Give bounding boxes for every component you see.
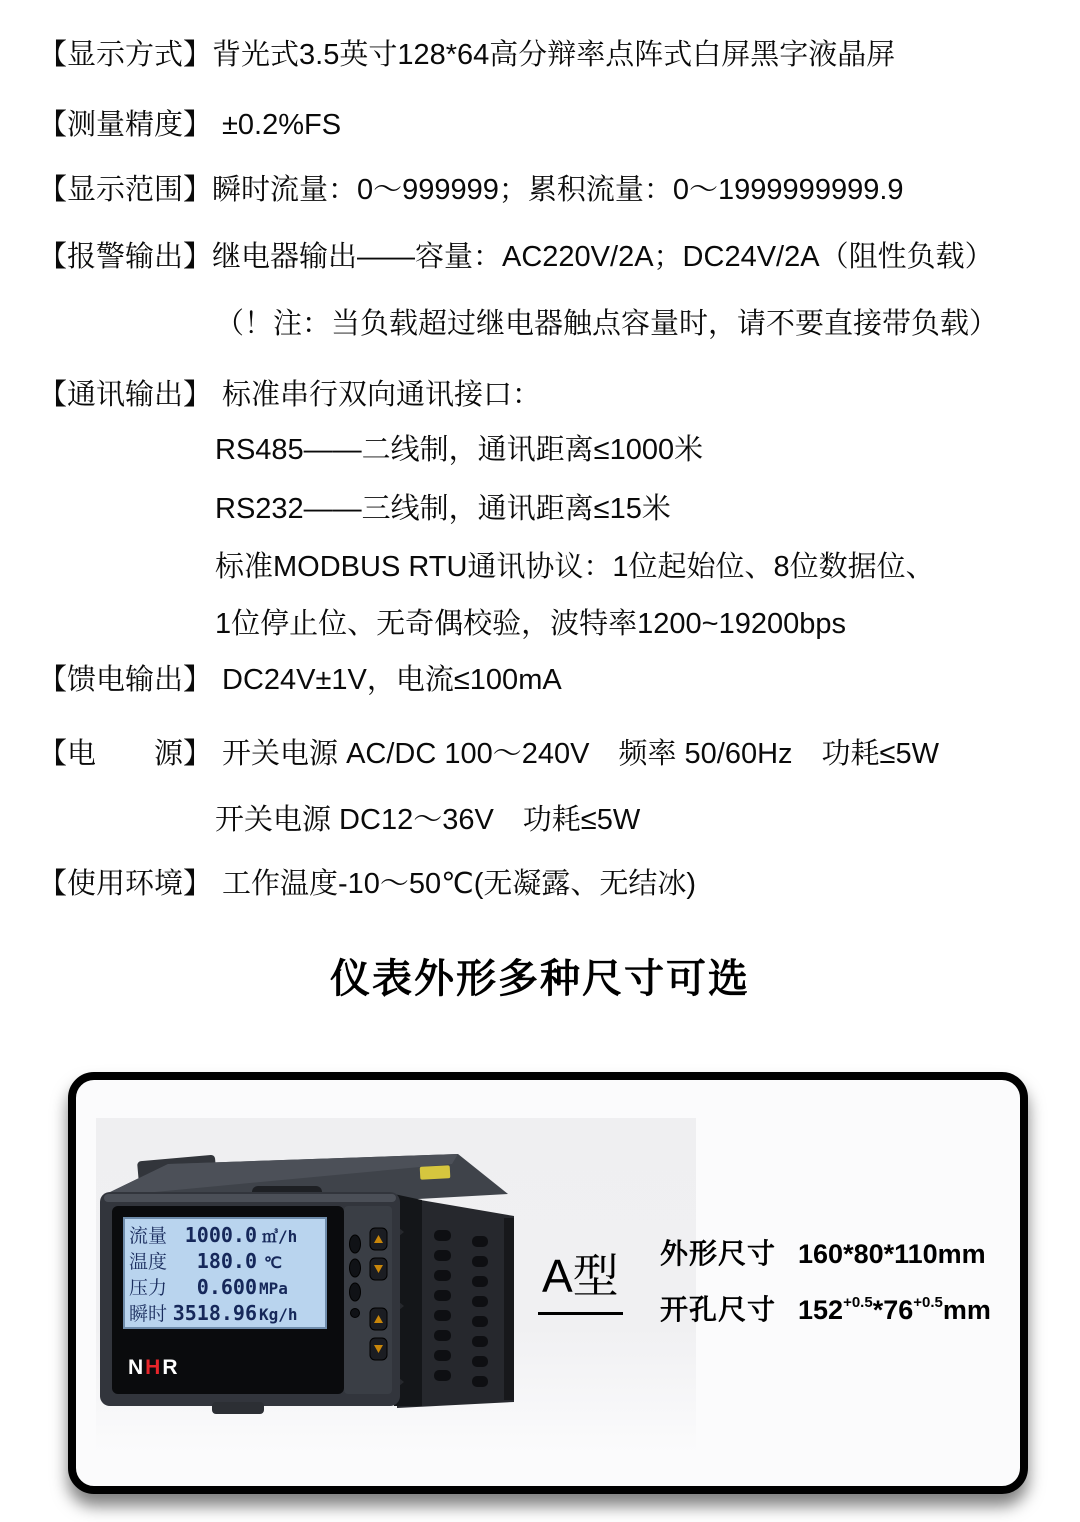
spec-row-comm-output <box>38 378 1080 412</box>
spec-row-rs485 <box>38 433 1080 467</box>
lcd-screen <box>124 1218 326 1328</box>
spec-text: RS232——三线制，通讯距离≤15米 <box>215 493 671 525</box>
cutout-tolerance2: +0.5 <box>913 1294 943 1311</box>
spec-row-baud <box>38 607 1080 641</box>
spec-text: 1位停止位、无奇偶校验，波特率1200~19200bps <box>215 608 846 640</box>
cutout-dimension-row <box>660 1288 991 1328</box>
spec-text: RS485——二线制，通讯距离≤1000米 <box>215 434 704 466</box>
lcd-line-temp: 温度 <box>129 1252 168 1273</box>
spec-sheet-page <box>0 38 1080 1379</box>
outline-dimension-label: 外形尺寸 <box>660 1238 777 1269</box>
spec-row-alarm-output <box>38 240 1080 274</box>
spec-text: 瞬时流量：0～999999；累积流量：0～1999999999.9 <box>212 174 904 206</box>
model-option-box <box>68 1072 1028 1494</box>
nhr-logo: NHR <box>128 1356 180 1379</box>
spec-row-display-range <box>38 173 1080 207</box>
section-title: 仪表外形多种尺寸可选 <box>330 957 750 1001</box>
yellow-sticker <box>420 1165 451 1180</box>
cutout-dimension-value <box>798 1295 991 1326</box>
spec-label: 【馈电输出】 <box>38 664 213 696</box>
product-photo <box>92 1144 532 1444</box>
spec-text: 工作温度-10～50℃(无凝露、无结冰) <box>222 868 697 900</box>
lcd-line-flow: 流量 <box>129 1226 168 1247</box>
spec-text: 继电器输出——容量：AC220V/2A；DC24V/2A（阻性负载） <box>212 241 994 273</box>
spec-label: 【显示方式】 <box>38 39 213 71</box>
spec-row-modbus <box>38 550 1080 584</box>
cutout-separator: * <box>872 1295 884 1325</box>
spec-row-power <box>38 737 1080 771</box>
spec-label: 【测量精度】 <box>38 109 213 141</box>
cutout-base1: 152 <box>798 1295 844 1325</box>
spec-row-accuracy <box>38 108 1080 142</box>
lcd-line-pressure: 压力 <box>129 1278 168 1299</box>
cutout-dimension-label: 开孔尺寸 <box>660 1294 777 1325</box>
spec-row-feed-output <box>38 663 1080 697</box>
cutout-tolerance1: +0.5 <box>843 1294 873 1311</box>
lcd-value-instant: 3518.96 <box>172 1301 257 1325</box>
outline-dimension-row <box>660 1232 991 1272</box>
lcd-value-flow: 1000.0 <box>184 1223 257 1247</box>
spec-row-power-dc <box>38 803 1080 837</box>
dimensions <box>660 1232 991 1344</box>
lcd-unit-pressure: MPa <box>259 1279 288 1298</box>
spec-text: 开关电源 AC/DC 100～240V 频率 50/60Hz 功耗≤5W <box>222 738 939 770</box>
spec-label: 【电 源】 <box>38 738 213 770</box>
lcd-value-temp: 180.0 <box>196 1249 257 1273</box>
spec-row-environment <box>38 867 1080 901</box>
lcd-unit-flow: ㎥/h <box>262 1227 298 1246</box>
spec-row-display-mode <box>38 38 1080 72</box>
spec-label: 【显示范围】 <box>38 174 213 206</box>
spec-text: DC24V±1V，电流≤100mA <box>222 664 562 696</box>
spec-text: 标准MODBUS RTU通讯协议：1位起始位、8位数据位、 <box>215 551 935 583</box>
lcd-unit-temp: ℃ <box>264 1253 282 1272</box>
lcd-unit-instant: Kg/h <box>259 1305 298 1324</box>
outline-dimension-value: 160*80*110mm <box>798 1239 986 1269</box>
cutout-base2: 76 <box>883 1295 914 1325</box>
lcd-line-instant: 瞬时 <box>129 1304 168 1325</box>
spec-text: 标准串行双向通讯接口： <box>222 379 542 411</box>
bottom-clip <box>212 1402 264 1414</box>
spec-label: 【通讯输出】 <box>38 379 213 411</box>
spec-label: 【使用环境】 <box>38 868 213 900</box>
spec-text: 开关电源 DC12～36V 功耗≤5W <box>215 804 641 836</box>
spec-text: 背光式3.5英寸128*64高分辩率点阵式白屏黑字液晶屏 <box>212 39 896 71</box>
lcd-value-pressure: 0.600 <box>196 1275 257 1299</box>
cutout-unit: mm <box>942 1295 991 1325</box>
spec-row-alarm-note <box>38 307 1080 341</box>
case-side-vents <box>394 1194 514 1408</box>
spec-text: ±0.2%FS <box>222 109 342 141</box>
spec-text: （！注：当负载超过继电器触点容量时，请不要直接带负载） <box>215 308 999 340</box>
spec-list <box>0 38 1080 901</box>
spec-label: 【报警输出】 <box>38 241 213 273</box>
model-name: A型 <box>538 1240 623 1315</box>
spec-row-rs232 <box>38 492 1080 526</box>
